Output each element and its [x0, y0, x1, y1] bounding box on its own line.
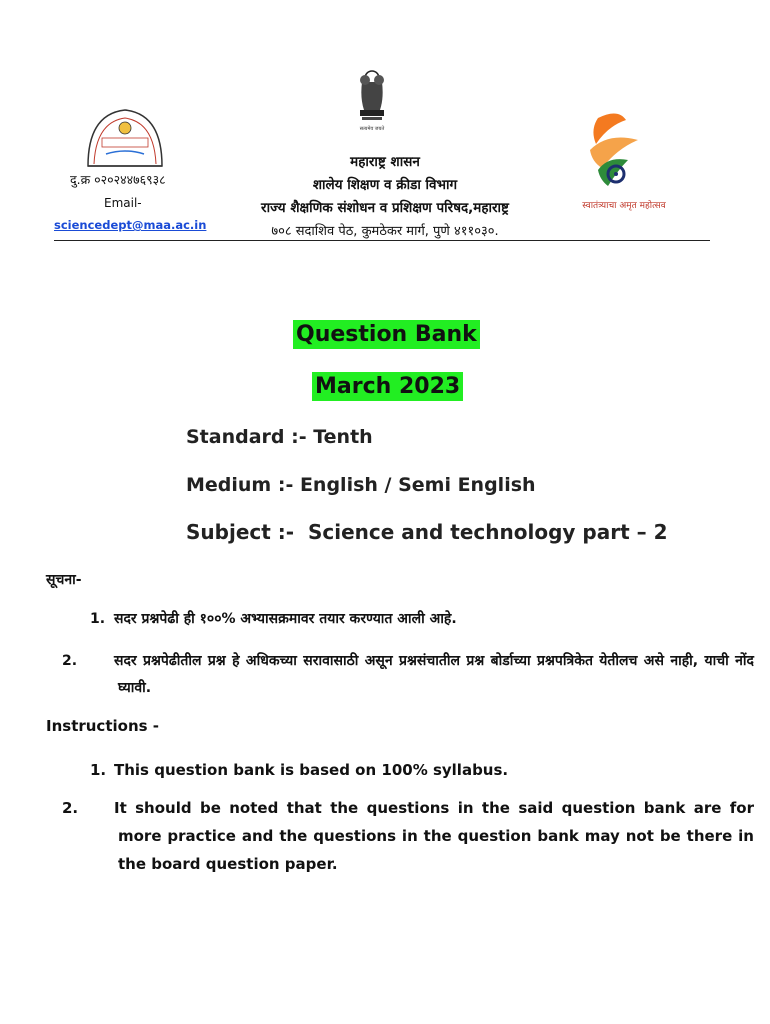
item-number: 2.	[62, 799, 79, 817]
email-label: Email-	[104, 196, 142, 210]
state-emblem-icon	[348, 68, 396, 134]
title-date: March 2023	[312, 372, 463, 401]
header-line-2: शालेय शिक्षण व क्रीडा विभाग	[312, 177, 458, 193]
email-link[interactable]: sciencedept@maa.ac.in	[54, 218, 207, 232]
medium-line: Medium :- English / Semi English	[186, 474, 536, 496]
english-instructions-heading: Instructions -	[46, 717, 159, 735]
marathi-instructions-heading: सूचना-	[46, 572, 82, 588]
item-text: सदर प्रश्नपेढी ही १००% अभ्यासक्रमावर तयार करण्यात आली आहे.	[114, 611, 457, 627]
header-line-1: महाराष्ट्र शासन	[350, 154, 420, 170]
svg-text:सत्यमेव जयते: सत्यमेव जयते	[359, 126, 385, 132]
item-text: It should be noted that the questions in the said question bank are for more practice and the questions in the question bank may not be there in the board question paper.	[114, 799, 754, 873]
standard-line: Standard :- Tenth	[186, 426, 373, 448]
subject-line: Subject :- Science and technology part – 2	[186, 520, 668, 544]
marathi-instruction-1	[90, 606, 726, 633]
item-number: 1.	[90, 761, 107, 779]
phone-number: दु.क्र ०२०२४४७६९३८	[70, 172, 166, 187]
marathi-instruction-2	[62, 648, 754, 702]
right-logo-caption: स्वातंत्र्याचा अमृत महोत्सव	[582, 201, 666, 211]
item-text: This question bank is based on 100% syllabus.	[114, 761, 509, 779]
item-number: 1.	[90, 611, 106, 627]
english-instruction-1	[90, 756, 726, 784]
item-text: सदर प्रश्नपेढीतील प्रश्न हे अधिकच्या सरावासाठी असून प्रश्नसंचातील प्रश्न बोर्डाच्या प्रश्नपत्रिकेत येतीलच असे नाही, याची नोंद घ्यावी.	[114, 653, 754, 696]
header-address: ७०८ सदाशिव पेठ, कुमठेकर मार्ग, पुणे ४११०३०.	[271, 224, 499, 239]
title-question-bank: Question Bank	[293, 320, 480, 349]
header-line-3: राज्य शैक्षणिक संशोधन व प्रशिक्षण परिषद,महाराष्ट्र	[261, 200, 509, 216]
department-seal-logo	[84, 104, 166, 170]
english-instruction-2	[62, 794, 754, 878]
item-number: 2.	[62, 653, 78, 669]
header-divider	[54, 240, 710, 241]
